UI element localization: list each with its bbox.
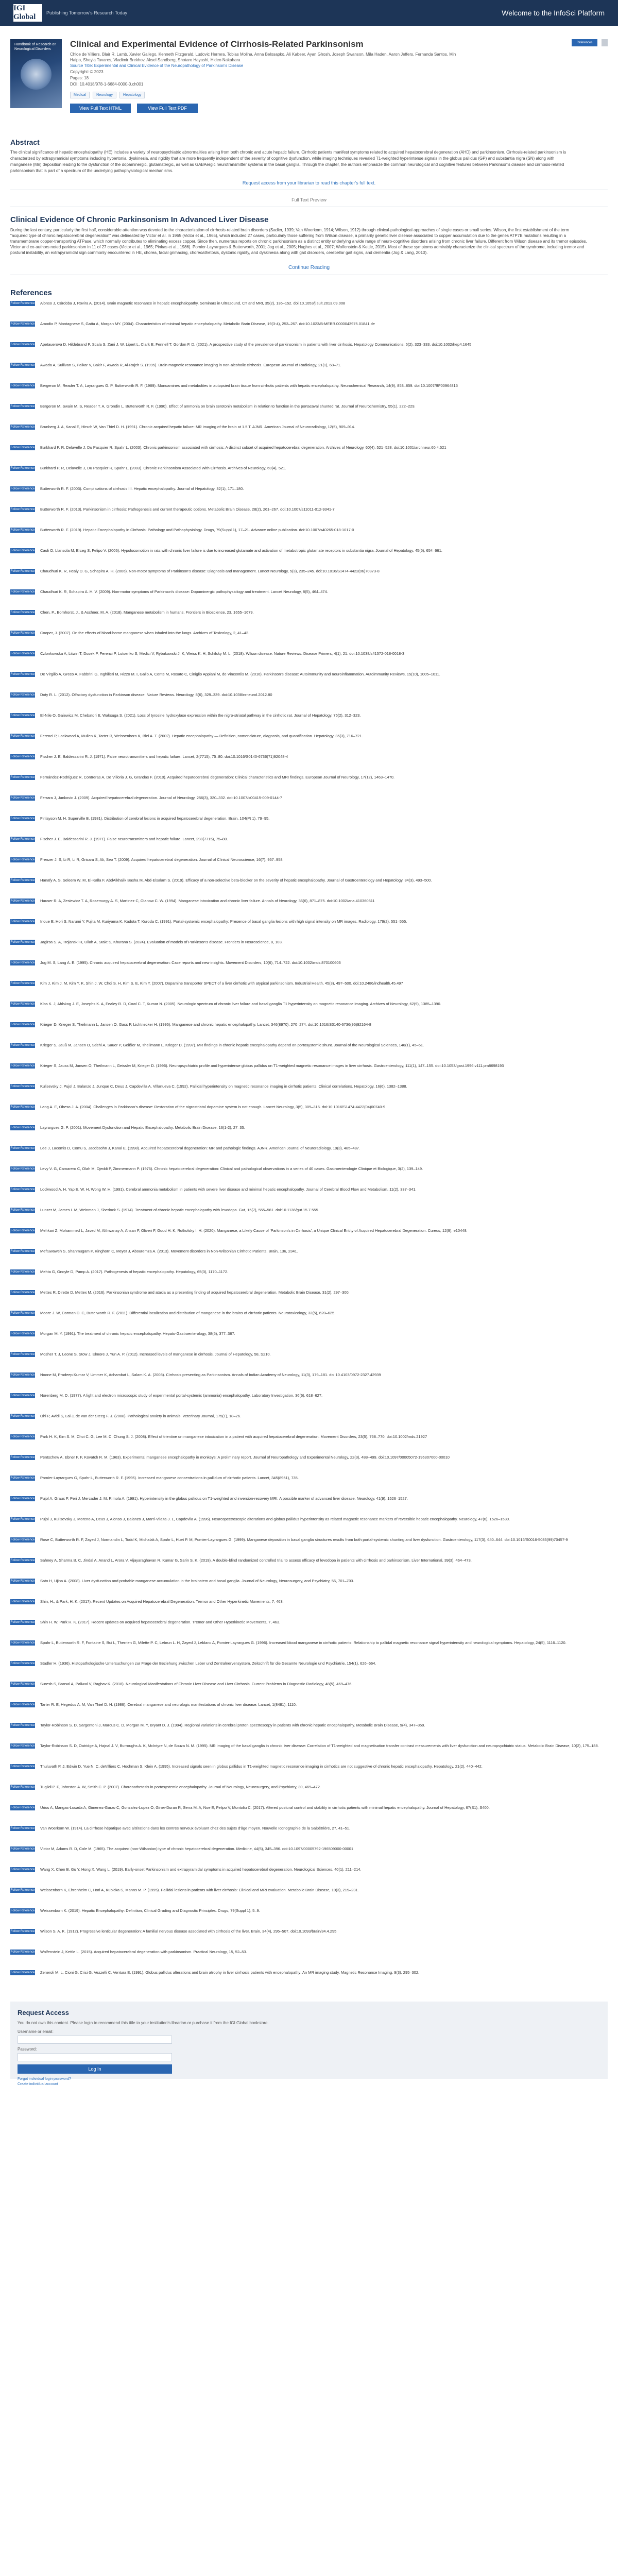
follow-reference-button[interactable]: Follow Reference	[10, 652, 35, 655]
reference-text: Doty R. L. (2012). Olfactory dysfunction in Parkinson disease. Nature Reviews. Neurology, 8(6), 329–339. doi:10.1038/nrneurol.2012.80	[40, 692, 272, 697]
reference-item	[10, 1722, 608, 1743]
reference-text: Hanafy A. S, Seleem W. M, El-Kalla F, AbdAlkhalik Basha M, Abd-Elsalam S. (2019). Efficacy of a non-selective beta-blocker on the severity of hepatic encephalopathy. Journal of Gastroenterology and Hepatology, 34(3), 493–500.	[40, 878, 432, 883]
reference-item	[10, 1454, 608, 1475]
reference-item	[10, 836, 608, 857]
reference-item	[10, 321, 608, 342]
reference-item	[10, 774, 608, 795]
reference-item	[10, 795, 608, 816]
reference-text: Burkhard P. R, Delavelle J, Du Pasquier R, Spahr L. (2003). Chronic parkinsonism associated with cirrhosis: A distinct subset of acquired hepatocerebral degeneration. Archives of Neurology, 60(4), 521–528. doi:10.1001/archneur.60.4.521	[40, 445, 447, 450]
reference-item	[10, 1599, 608, 1619]
reference-item	[10, 1083, 608, 1104]
reference-item	[10, 1681, 608, 1702]
reference-item	[10, 424, 608, 445]
reference-item	[10, 506, 608, 527]
reference-text: Shin, H., & Park, H. K. (2017). Recent Updates on Acquired Hepatocerebral Degeneration. Tremor and Other Hyperkinetic Movements, 7, 463.	[40, 1599, 284, 1604]
follow-reference-button[interactable]: Follow Reference	[10, 1167, 35, 1171]
reference-item	[10, 1042, 608, 1063]
follow-reference-button[interactable]: Follow Reference	[10, 1064, 35, 1067]
reference-text: Park H. K, Kim S. M, Choi C. G, Lee M. C, Chung S. J. (2008). Effect of trientine on manganese intoxication in a patient with acquired hepatocerebral degeneration. Movement Disorders, 23(5), 768–770. doi:10.1002/mds.21927	[40, 1434, 427, 1439]
reference-text: Urios A, Mangas-Losada A, Gimenez-Garzo C, Gonzalez-Lopez O, Giner-Duran R, Serra M. A, Noe E, Felipo V, Montoliu C. (2017). Altered postural control and stability in cirrhotic patients with minimal hepatic encephalopathy. Journal of Hepatology, 67(S1), S400.	[40, 1805, 490, 1810]
reference-text: Spahr L, Butterworth R. F, Fontaine S, Bui L, Therrien G, Milette P. C, Lebrun L. H, Zayed J, Leblanc A, Pomier-Layrargues G. (1996). Increased blood manganese in cirrhotic patients: Relationship to pallidal magnetic resonance signal hyperintensity and neurological symptoms. Hepatology, 24(5), 1116–1120.	[40, 1640, 566, 1645]
reference-item	[10, 548, 608, 568]
reference-item	[10, 342, 608, 362]
follow-reference-button[interactable]: Follow Reference	[10, 343, 35, 346]
reference-text: Mettes R, Dirette D, Mettex M. (2016). Parkinsonian syndrome and ataxia as a presenting finding of acquired hepatocerebral degeneration. Metabolic Brain Disease, 31(2), 297–300.	[40, 1290, 350, 1295]
follow-reference-button[interactable]: Follow Reference	[10, 1003, 35, 1006]
follow-reference-button[interactable]: Follow Reference	[10, 1415, 35, 1418]
reference-item	[10, 403, 608, 424]
reference-item	[10, 1475, 608, 1496]
reference-text: Kulisevsky J, Pujol J, Balanzo J, Junque C, Deus J, Capdevilla A, Villanueva C. (1992). Pallidal hyperintensity on magnetic resonance imaging in cirrhotic patients: Clinical correlations. Hepatology, 16(6), 1382–1388.	[40, 1084, 407, 1089]
references-title: References	[10, 289, 52, 297]
follow-reference-button[interactable]: Follow Reference	[10, 1538, 35, 1541]
reference-text: Tarter R. E, Hegedus A. M, Van Thiel D. H. (1986). Cerebral manganese and neurologic manifestations of chronic liver disease. Lancet, 1(8481), 1110.	[40, 1702, 297, 1707]
follow-reference-button[interactable]: Follow Reference	[10, 405, 35, 408]
reference-item	[10, 568, 608, 589]
reference-item	[10, 362, 608, 383]
reference-item	[10, 898, 608, 919]
reference-item	[10, 1166, 608, 1187]
follow-reference-button[interactable]: Follow Reference	[10, 735, 35, 738]
follow-reference-button[interactable]: Follow Reference	[10, 1085, 35, 1088]
book-info	[70, 39, 608, 132]
reference-text: Sahney A, Sharma B. C, Jindal A, Anand L, Arora V, Vijayaraghavan R, Kumar G, Sarin S. K. (2019). A double-blind randomized controlled trial to assess efficacy of levodopa in patients with cirrhosis and parkinsonism. Liver International, 39(3), 464–473.	[40, 1558, 472, 1563]
follow-reference-button[interactable]: Follow Reference	[10, 961, 35, 964]
source-title-link[interactable]: Source Title: Experimental and Clinical Evidence of the Neuropathology of Parkinson's Disease	[70, 63, 244, 68]
follow-reference-button[interactable]: Follow Reference	[10, 1971, 35, 1974]
follow-reference-button[interactable]: Follow Reference	[10, 1930, 35, 1933]
reference-text: Chaudhuri K. R, Schapira A. H. V. (2009). Non-motor symptoms of Parkinson's disease: Dopaminergic pathophysiology and treatment. Lancet Neurology, 8(5), 464–474.	[40, 589, 328, 594]
reference-text: Krieger S, Jauss M, Jansen O, Theilmann L, Geissler M, Krieger D. (1996). Neuropsychiatric profile and hyperintense globus pallidus on T1-weighted magnetic resonance images in liver cirrhosis. Gastroenterology, 111(1), 147–155. doi:10.1053/gast.1996.v111.pm8698193	[40, 1063, 504, 1068]
tag-item[interactable]: Hepatology	[119, 92, 145, 98]
book-cover[interactable]	[10, 39, 62, 108]
reference-item	[10, 692, 608, 713]
reference-item	[10, 1269, 608, 1290]
reference-item	[10, 1949, 608, 1970]
reference-text: Layrargues G. P. (2001). Movement Dysfunction and Hepatic Encephalopathy. Metabolic Brain Disease, 16(1-2), 27–35.	[40, 1125, 245, 1130]
follow-reference-button[interactable]: Follow Reference	[10, 1621, 35, 1624]
follow-reference-button[interactable]: Follow Reference	[10, 1435, 35, 1438]
follow-reference-button[interactable]: Follow Reference	[10, 1291, 35, 1294]
follow-reference-button[interactable]: Follow Reference	[10, 508, 35, 511]
follow-reference-button[interactable]: Follow Reference	[10, 673, 35, 676]
reference-text: Awada A, Sullivan S, Palkar V, Bakir F, Awada R, Al-Rajeh S. (1995). Brain magnetic resonance imaging in non-alcoholic cirrhosis. European Journal of Radiology, 21(1), 68–71.	[40, 363, 341, 367]
reference-item	[10, 1310, 608, 1331]
follow-reference-button[interactable]: Follow Reference	[10, 590, 35, 594]
follow-reference-button[interactable]: Follow Reference	[10, 446, 35, 449]
reference-item	[10, 1908, 608, 1928]
reference-text: Lee J, Lacomis D, Comu S, Jacobsohn J, Kanal E. (1998). Acquired hepatocerebral degeneration: MR and pathologic findings. AJNR. American Journal of Neuroradiology, 19(3), 485–487.	[40, 1146, 360, 1150]
reference-text: Brunberg J. A, Kanal E, Hirsch W, Van Thiel D. H. (1991). Chronic acquired hepatic failure: MR imaging of the brain at 1.5 T. AJNR. American Journal of Neuroradiology, 12(5), 909–914.	[40, 425, 355, 429]
welcome-text: Welcome to the InfoSci Platform	[502, 9, 605, 17]
follow-reference-button[interactable]: Follow Reference	[10, 817, 35, 820]
cover-art-icon	[21, 59, 52, 90]
reference-item	[10, 1743, 608, 1764]
reference-text: De Virgilio A, Greco A, Fabbrini G, Inghilleri M, Rizzo M. I, Gallo A, Conte M, Rosato C, Ciniglio Appiani M, de Vincentiis M. (2016). Parkinson's disease: Autoimmunity and neuroinflammation. Autoimmunity Reviews, 15(10), 1005–1011.	[40, 672, 440, 676]
reference-item	[10, 1660, 608, 1681]
reference-text: Rose C, Butterworth R. F, Zayed J, Normandin L, Todd K, Michalak A, Spahr L, Huet P. M, Pomier-Layrargues G. (1999). Manganese deposition in basal ganglia structures results from both portal-systemic shunting and liver dysfunction. Gastroenterology, 117(3), 640–644. doi:10.1016/S0016-5085(99)70457-9	[40, 1537, 568, 1542]
follow-reference-button[interactable]: Follow Reference	[10, 858, 35, 861]
view-pdf-button[interactable]: View Full Text PDF	[137, 104, 198, 113]
reference-text: Inoue E, Hori S, Narumi Y, Fujita M, Kuriyama K, Kadota T, Kuroda C. (1991). Portal-systemic encephalopathy: Presence of basal ganglia lesions with high signal intensity on MR images. Radiology, 179(2), 551–555.	[40, 919, 407, 924]
share-icons	[602, 39, 608, 46]
reference-item	[10, 465, 608, 486]
reference-text: Weissenborn K. (2019). Hepatic Encephalopathy: Definition, Clinical Grading and Diagnostic Principles. Drugs, 79(Suppl 1), 5–9.	[40, 1908, 260, 1913]
follow-reference-button[interactable]: Follow Reference	[10, 1703, 35, 1706]
tag-list	[70, 92, 608, 98]
reference-item	[10, 671, 608, 692]
follow-reference-button[interactable]: Follow Reference	[10, 755, 35, 758]
reference-item	[10, 960, 608, 980]
follow-reference-button[interactable]: Follow Reference	[10, 570, 35, 573]
reference-text: Wilson S. A. K. (1912). Progressive lenticular degeneration: A familial nervous disease associated with cirrhosis of the liver. Brain, 34(4), 295–507. doi:10.1093/brain/34.4.295	[40, 1929, 337, 1934]
abstract-title: Abstract	[10, 138, 40, 146]
follow-reference-button[interactable]: Follow Reference	[10, 1559, 35, 1562]
follow-reference-button[interactable]: Follow Reference	[10, 1806, 35, 1809]
cover-title: Handbook of Research on Neurological Disorders	[14, 43, 57, 51]
follow-reference-button[interactable]: Follow Reference	[10, 920, 35, 923]
reference-item	[10, 1557, 608, 1578]
follow-reference-button[interactable]: Follow Reference	[10, 1044, 35, 1047]
reference-text: Jagirsa S. A, Trojanski H, Ullah A, Stakt S, Khurana S. (2024). Evaluation of models of Parkinson's disease. Frontiers in Neuroscience, 8, 103.	[40, 940, 283, 944]
follow-reference-button[interactable]: Follow Reference	[10, 982, 35, 985]
reference-text: Fischer J. E, Baldessarini R. J. (1971). False neurotransmitters and hepatic failure. Lancet, 298(7715), 75–80.	[40, 837, 228, 841]
follow-reference-button[interactable]: Follow Reference	[10, 632, 35, 635]
book-section	[10, 39, 608, 132]
reference-text: Pentschew A, Ebner F. F, Kovatch R. M. (1963). Experimental manganese encephalopathy in monkeys: A preliminary report. Journal of Neuropathology and Experimental Neurology, 22(3), 488–499. doi:10.1097/00005072-196307000-00010	[40, 1455, 450, 1460]
reference-text: Cauli O, Llansola M, Erceg S, Felipo V. (2006). Hypolocomotion in rats with chronic liver failure is due to increased glutamate and activation of metabotropic glutamate receptors in substantia nigra. Journal of Hepatology, 45(5), 654–661.	[40, 548, 442, 553]
doi: DOI: 10.4018/978-1-6684-0000-0.ch001	[70, 82, 144, 87]
follow-reference-button[interactable]: Follow Reference	[10, 1270, 35, 1274]
follow-reference-button[interactable]: Follow Reference	[10, 1023, 35, 1026]
follow-reference-button[interactable]: Follow Reference	[10, 1909, 35, 1912]
chapter-title: Clinical and Experimental Evidence of Cirrhosis-Related Parkinsonism	[70, 39, 364, 49]
reference-text: Czlonkowska A, Litwin T, Dusek P, Ferenci P, Lutsenko S, Medici V, Rybakowski J. K, Weiss K. H, Schilsky M. L. (2018). Wilson disease. Nature Reviews. Disease Primers, 4(1), 21. doi:10.1038/s41572-018-0018-3	[40, 651, 404, 656]
reference-item	[10, 1434, 608, 1454]
password-label: Password:	[18, 2047, 37, 2052]
reference-item	[10, 1928, 608, 1949]
forgot-password-link[interactable]: Forgot individual login password?	[18, 2077, 71, 2081]
reference-item	[10, 939, 608, 960]
reference-text: Ferrara J, Jankovic J. (2009). Acquired hepatocerebral degeneration. Journal of Neurology, 256(3), 320–332. doi:10.1007/s00415-009-0144-7	[40, 795, 282, 800]
reference-text: El-Nile O, Gaiewicz M, Chebatori E, Waksuga S. (2021). Loss of tyrosine hydroxylase expression within the nigro-striatal pathway in the cirrhotic rat. Journal of Hepatology, 75(2), 312–323.	[40, 713, 361, 718]
reference-item	[10, 816, 608, 836]
reference-item	[10, 1393, 608, 1413]
reference-item	[10, 527, 608, 548]
view-buttons	[70, 104, 608, 113]
follow-reference-button[interactable]: Follow Reference	[10, 838, 35, 841]
reference-text: Amodio P, Montagnese S, Gatta A, Morgan MY. (2004). Characteristics of minimal hepatic encephalopathy. Metabolic Brain Disease, 19(3-4), 253–267. doi:10.1023/B:MEBR.0000043975.01841.de	[40, 321, 375, 326]
reference-text: Ohl P, Avidi S, Lai J, de van der Steeg F. J. (2008). Pathological anxiety in animals. Veterinary Journal, 175(1), 18–26.	[40, 1414, 241, 1418]
reference-item	[10, 857, 608, 877]
reference-text: Suresh S, Bansal A, Paliwal V, Raghav K. (2018). Neurological Manifestations of Chronic Liver Disease and Liver Cirrhosis. Current Problems in Diagnostic Radiology, 48(5), 469–476.	[40, 1682, 353, 1686]
reference-text: Wolfenstein J, Kettle L. (2015). Acquired hepatocerebral degeneration with parkinsonism. Practical Neurology, 15, 52–53.	[40, 1950, 247, 1954]
follow-reference-button[interactable]: Follow Reference	[10, 1209, 35, 1212]
follow-reference-button[interactable]: Follow Reference	[10, 1394, 35, 1397]
create-account-link[interactable]: Create individual account	[18, 2082, 58, 2086]
author-list[interactable]: Chloe de Villiers, Blair R. Lamb, Xavier Gallego, Kenneth Fitzgerald, Ludovic Herrera, Tobias Molina, Anna Belosapko, Ali Kabeer, Ayan Ghosh, Joseph Swanson, Mila Haden, Aaron Jeffers, Fernanda Santos, Min Haipo, Sheyla Tavares, Vladimir Brekhov, Aksel Sandberg, Shotaro Hayashi, Hideo Nakahara	[70, 52, 456, 62]
follow-reference-button[interactable]: Follow Reference	[10, 1641, 35, 1645]
reference-item	[10, 1619, 608, 1640]
reference-text: Tuglidi P. F, Johnston A. W, Smith C. P. (2007). Choreoathetosis in portosystemic encephalopathy. Journal of Neurology, Neurosurgery, and Psychiatry, 30, 469–472.	[40, 1785, 321, 1789]
logo-tagline: Publishing Tomorrow's Research Today	[46, 10, 127, 15]
tag-item[interactable]: Medical	[70, 92, 90, 98]
preview-title: Clinical Evidence Of Chronic Parkinsonism In Advanced Liver Disease	[10, 215, 269, 224]
login-button[interactable]: Log In	[18, 2064, 172, 2074]
reference-text: Butterworth R. F. (2013). Parkinsonism in cirrhosis: Pathogenesis and current therapeutic options. Metabolic Brain Disease, 28(2), 261–267. doi:10.1007/s11011-012-9341-7	[40, 507, 335, 512]
follow-reference-button[interactable]: Follow Reference	[10, 1662, 35, 1665]
follow-reference-button[interactable]: Follow Reference	[10, 1332, 35, 1335]
reference-text: Lockwood A. H, Yap E. W. H, Wong W. H. (1991). Cerebral ammonia metabolism in patients with severe liver disease and minimal hepatic encephalopathy. Journal of Cerebral Blood Flow and Metabolism, 11(2), 337–341.	[40, 1187, 417, 1192]
full-text-preview-label: Full Text Preview	[291, 197, 327, 202]
reference-item	[10, 1125, 608, 1145]
reference-text: Butterworth R. F. (2019). Hepatic Encephalopathy in Cirrhosis: Pathology and Pathophysiology. Drugs, 79(Suppl 1), 17–21. Advance online publication. doi:10.1007/s40265-018-1017-0	[40, 528, 354, 532]
follow-reference-button[interactable]: Follow Reference	[10, 1477, 35, 1480]
follow-reference-button[interactable]: Follow Reference	[10, 796, 35, 800]
reference-item	[10, 1228, 608, 1248]
reference-item	[10, 1145, 608, 1166]
tag-item[interactable]: Neurology	[93, 92, 116, 98]
reference-text: Hauser R. A, Zesiewicz T. A, Rosemurgy A. S, Martinez C, Olanow C. W. (1994). Manganese intoxication and chronic liver failure. Annals of Neurology, 36(6), 871–875. doi:10.1002/ana.410360611	[40, 899, 375, 903]
reference-text: Pomier-Layrargues G, Spahr L, Butterworth R. F. (1995). Increased manganese concentrations in pallidum of cirrhotic patients. Lancet, 345(8951), 735.	[40, 1476, 299, 1480]
follow-reference-button[interactable]: Follow Reference	[10, 1497, 35, 1500]
follow-reference-button[interactable]: Follow Reference	[10, 549, 35, 552]
follow-reference-button[interactable]: Follow Reference	[10, 1229, 35, 1232]
reference-list	[10, 300, 608, 1990]
reference-text: Jog M. S, Lang A. E. (1995). Chronic acquired hepatocerebral degeneration: Case reports and new insights. Movement Disorders, 10(6), 714–722. doi:10.1002/mds.870100603	[40, 960, 341, 965]
reference-item	[10, 1846, 608, 1867]
reference-text: Wang X, Chen B, Gu Y, Hong X, Wang L. (2019). Early-onset Parkinsonism and extrapyramidal symptoms in acquired hepatocerebral degeneration. Neurological Sciences, 40(1), 211–214.	[40, 1867, 362, 1872]
reference-text: Pujol A, Graus F, Peri J, Mercader J. M, Rimola A. (1991). Hyperintensity in the globus pallidus on T1-weighted and inversion-recovery MRI: A possible marker of advanced liver disease. Neurology, 41(9), 1526–1527.	[40, 1496, 408, 1501]
reference-item	[10, 1290, 608, 1310]
reference-item	[10, 1887, 608, 1908]
follow-reference-button[interactable]: Follow Reference	[10, 1724, 35, 1727]
reference-text: Kim J, Kim J. M, Kim Y. K, Shin J. W, Choi S. H, Kim S. E, Kim Y. (2007). Dopamine transporter SPECT of a liver cirrhotic with atypical parkinsonism. Industrial Health, 45(3), 497–500. doi:10.2486/indhealth.45.497	[40, 981, 403, 986]
follow-reference-button[interactable]: Follow Reference	[10, 1147, 35, 1150]
source-title	[70, 63, 608, 69]
follow-reference-button[interactable]: Follow Reference	[10, 1106, 35, 1109]
logo[interactable]	[13, 4, 127, 22]
follow-reference-button[interactable]: Follow Reference	[10, 487, 35, 490]
follow-reference-button[interactable]: Follow Reference	[10, 364, 35, 367]
reference-item	[10, 980, 608, 1001]
reference-text: Chen, P., Bornhorst, J., & Aschner, M. A. (2018). Manganese metabolism in humans. Frontiers in Bioscience, 23, 1655–1679.	[40, 610, 254, 615]
username-label: Username or email:	[18, 2029, 54, 2034]
follow-reference-button[interactable]: Follow Reference	[10, 1312, 35, 1315]
reference-text: Ferenci P, Lockwood A, Mullen K, Tarter R, Weissenborn K, Blei A. T. (2002). Hepatic encephalopathy — Definition, nomenclature, diagnosis, and quantification. Hepatology, 35(3), 716–721.	[40, 734, 363, 738]
reference-text: Van Woerkom W. (1914). La cirrhose hépatique avec altérations dans les centres nerveux évoluant chez des sujets d'âge moyen. Nouvelle Iconographie de la Salpêtrière, 27, 41–51.	[40, 1826, 350, 1831]
reference-text: Zeneroli M. L, Cioni G, Crisi G, Vezzelli C, Ventura E. (1991). Globus pallidus alterations and brain atrophy in liver cirrhosis patients with encephalopathy: An MR imaging study. Magnetic Resonance Imaging, 9(3), 295–302.	[40, 1970, 420, 1975]
reference-text: Alonso J, Córdoba J, Rovira A. (2014). Brain magnetic resonance in hepatic encephalopathy. Seminars in Ultrasound, CT and MRI, 35(2), 136–152. doi:10.1053/j.sult.2013.09.008	[40, 301, 346, 306]
reference-text: Levy V. G, Camarero C, Olah M, Djeddi P, Zimmermann P. (1976). Chronic hepatocerebral degeneration: Clinical and pathological observations in a series of 40 cases. Gastroenterologie Clinique et Biologique, 3(2), 139–149.	[40, 1166, 423, 1171]
reference-text: Butterworth R. F. (2003). Complications of cirrhosis III. Hepatic encephalopathy. Journal of Hepatology, 32(1), 171–180.	[40, 486, 244, 491]
request-title: Request Access	[18, 2009, 69, 2016]
reference-text: Burkhard P. R, Delavelle J, Du Pasquier R, Spahr L. (2003). Chronic Parkinsonism Associated With Cirrhosis. Archives of Neurology, 60(4), 521.	[40, 466, 286, 470]
reference-item	[10, 383, 608, 403]
site-header	[0, 0, 618, 26]
reference-text: Lunzer M, James I. M, Weinman J, Sherlock S. (1974). Treatment of chronic hepatic encephalopathy with levodopa. Gut, 15(7), 555–561. doi:10.1136/gut.15.7.555	[40, 1208, 318, 1212]
preview-text: During the last century, particularly the first half, considerable attention was devoted to the characterization of cirrhosis-related brain disorders (Sadler, 1939; Van Woerkom, 1914; Wilson, 1912) through clinical-pathological approaches of single cases or small series. Wilson, the first establishment of the term "acquired type of chronic hepatocerebral degeneration" was delineated by Victor et al. in 1965 (Victor et al., 1965), which included 27 cases, particularly those suffering from Wilson disease, a primarily genetic liver disease associated to copper accumulation due to the genes ATP7B mutations resulting in a transmembrane copper-transporting ATPase, which normally contributes to eliminating excess copper. Since then, numerous reports on chronic parkinsonism as a distinct entity underlying a wide range of neuro-cognitive disorders arising from chronic liver failure. Different from Wilson disease and its tremor episodes, Victor and co-authors noted parkinsonism in 11 of 27 cases (Victor et al., 1965; Pinkas et al., 1986). Pomier-Layrargues & Butterworth, 2001; Jog et al., 2005; Hughes et al., 2007; Wolfenstein & Kettle, 2015). Most of these symptoms admirably characterize the clinical spectrum of the syndrome, including tremor and postural instability, an extrapyramidal sign commonly encountered in HE, chorea, facial grimacing, choreoathetosis, dystonic rigidity, and dyskinesia along with gait disorders, cerebellar gait signs, and dementia (Jog & Lang, 2010).	[10, 228, 587, 255]
reference-item	[10, 1578, 608, 1599]
reference-text: Weissenborn K, Ehrenheim C, Hori A, Kubicka S, Manns M. P. (1995). Pallidal lesions in patients with liver cirrhosis: Clinical and MRI evaluation. Metabolic Brain Disease, 10(3), 219–231.	[40, 1888, 359, 1892]
follow-reference-button[interactable]: Follow Reference	[10, 611, 35, 614]
reference-text: Mehta G, Gnoyle D, Pamp A. (2017). Pathogenesis of hepatic encephalopathy. Hepatology, 65(3), 1170–1172.	[40, 1269, 229, 1274]
references-button[interactable]: References	[572, 39, 597, 46]
request-access-notice[interactable]: Request access from your librarian to read this chapter's full text.	[242, 180, 376, 185]
reference-text: Shin H. W, Park H. K. (2017). Recent updates on acquired hepatocerebral degeneration. Tremor and Other Hyperkinetic Movements, 7, 463.	[40, 1620, 281, 1624]
request-access-box	[10, 2002, 608, 2086]
reference-item	[10, 1764, 608, 1784]
reference-item	[10, 300, 608, 321]
reference-text: Lang A. E, Obeso J. A. (2004). Challenges in Parkinson's disease: Restoration of the nigrostriatal dopamine system is not enough. Lancet Neurology, 3(5), 309–316. doi:10.1016/S1474-4422(04)00740-9	[40, 1105, 386, 1109]
share-icon[interactable]	[602, 39, 608, 46]
reference-text: Mosher T. J, Leone S, Stow J, Elmore J, Yun A. P. (2012). Increased levels of manganese in cirrhosis. Journal of Hepatology, 58, S210.	[40, 1352, 271, 1357]
username-input[interactable]	[18, 2036, 172, 2044]
reference-text: Taylor-Robinson S. D, Oatridge A, Hajnal J. V, Burroughs A. K, McIntyre N, de Souza N. M. (1995). MR imaging of the basal ganglia in chronic liver disease: Correlation of T1-weighted and magnetisation transfer contrast measurements with liver dysfunction and neuropsychiatric status. Metabolic Brain Disease, 10(2), 175–188.	[40, 1743, 599, 1748]
follow-reference-button[interactable]: Follow Reference	[10, 693, 35, 697]
reference-item	[10, 630, 608, 651]
follow-reference-button[interactable]: Follow Reference	[10, 879, 35, 882]
reference-text: Thuluvath P. J, Edwin D, Yue N. C, deVilliers C, Hochman S, Klein A. (1995). Increased signals seen in globus pallidus in T1-weighted magnetic resonance imaging in cirrhotics are not suggestive of chronic hepatic encephalopathy. Hepatology, 21(2), 440–442.	[40, 1764, 483, 1769]
follow-reference-button[interactable]: Follow Reference	[10, 1126, 35, 1129]
reference-item	[10, 1207, 608, 1228]
reference-item	[10, 1413, 608, 1434]
reference-item	[10, 1496, 608, 1516]
reference-text: Krieger S, Jauß M, Jansen O, Stiehl A, Sauer P, Geißler M, Theilmann L, Krieger D. (1997). MR findings in chronic hepatic encephalopathy depend on portosystemic shunt. Journal of the Neurological Sciences, 146(1), 45–51.	[40, 1043, 424, 1047]
reference-text: Moore J. W, Dorman D. C, Butterworth R. F. (2011). Differential localization and distribution of manganese in the brains of cirrhotic patients. Neurotoxicology, 32(5), 620–625.	[40, 1311, 336, 1315]
reference-text: Norenberg M. D. (1977). A light and electron microscopic study of experimental portal-systemic (ammonia) encephalopathy. Laboratory Investigation, 36(6), 618–627.	[40, 1393, 323, 1398]
follow-reference-button[interactable]: Follow Reference	[10, 1580, 35, 1583]
reference-item	[10, 1970, 608, 1990]
follow-reference-button[interactable]: Follow Reference	[10, 1683, 35, 1686]
reference-item	[10, 486, 608, 506]
reference-text: Sato H, Ujina A. (2008). Liver dysfunction and probable manganese accumulation in the brainstem and basal ganglia. Journal of Neurology, Neurosurgery, and Psychiatry, 56, 701–703.	[40, 1579, 354, 1583]
request-description: You do not own this content. Please login to recommend this title to your institution's librarian or purchase it from the IGI Global bookstore.	[18, 2021, 269, 2025]
reference-item	[10, 1187, 608, 1207]
reference-item	[10, 445, 608, 465]
reference-text: Bergeron M, Swain M. S, Reader T. A, Grondin L, Butterworth R. F. (1990). Effect of ammonia on brain serotonin metabolism in relation to function in the portacaval shunted rat. Journal of Neurochemistry, 55(1), 222–229.	[40, 404, 416, 409]
reference-text: Taylor-Robinson S. D, Sargentoni J, Marcus C. D, Morgan M. Y, Bryant D. J. (1994). Regional variations in cerebral proton spectroscopy in patients with chronic hepatic encephalopathy. Metabolic Brain Disease, 9(4), 347–359.	[40, 1723, 425, 1727]
follow-reference-button[interactable]: Follow Reference	[10, 1518, 35, 1521]
reference-text: Morgan M. Y. (1991). The treatment of chronic hepatic encephalopathy. Hepato-Gastroenterology, 38(5), 377–387.	[40, 1331, 235, 1336]
reference-item	[10, 1825, 608, 1846]
logo-mark: IGI Global	[13, 4, 42, 22]
follow-reference-button[interactable]: Follow Reference	[10, 426, 35, 429]
main-content	[10, 26, 608, 2086]
reference-item	[10, 1516, 608, 1537]
reference-item	[10, 1702, 608, 1722]
password-input[interactable]	[18, 2053, 172, 2061]
pages: Pages: 18	[70, 76, 89, 80]
follow-reference-button[interactable]: Follow Reference	[10, 302, 35, 305]
follow-reference-button[interactable]: Follow Reference	[10, 1188, 35, 1191]
reference-text: Klos K. J, Ahlskog J. E, Josephs K. A, Fealey R. D, Cowl C. T, Kumar N. (2005). Neurologic spectrum of chronic liver failure and basal ganglia T1 hyperintensity on magnetic resonance imaging. Archives of Neurology, 62(9), 1385–1390.	[40, 1002, 441, 1006]
follow-reference-button[interactable]: Follow Reference	[10, 1600, 35, 1603]
reference-text: Chaudhuri K. R, Healy D. G, Schapira A. H. (2006). Non-motor symptoms of Parkinson's disease: Diagnosis and management. Lancet Neurology, 5(3), 235–245. doi:10.1016/S1474-4422(06)70373-8	[40, 569, 380, 573]
reference-item	[10, 1640, 608, 1660]
reference-text: Victor M, Adams R. D, Cole M. (1965). The acquired (non-Wilsonian) type of chronic hepatocerebral degeneration. Medicine, 44(5), 345–396. doi:10.1097/00005792-196509000-00001	[40, 1846, 354, 1851]
reference-text: Meftuwaweh S, Shanmugam P, Kinghorn C, Meyer J, Abouremza A. (2013). Movement disorders in Non-Wilsonian Cirrhotic Patients. Brain, 136, 2341.	[40, 1249, 298, 1253]
follow-reference-button[interactable]: Follow Reference	[10, 323, 35, 326]
follow-reference-button[interactable]: Follow Reference	[10, 1827, 35, 1830]
reference-item	[10, 1063, 608, 1083]
reference-item	[10, 589, 608, 609]
follow-reference-button[interactable]: Follow Reference	[10, 776, 35, 779]
follow-reference-button[interactable]: Follow Reference	[10, 467, 35, 470]
follow-reference-button[interactable]: Follow Reference	[10, 1456, 35, 1459]
reference-item	[10, 1372, 608, 1393]
reference-text: Cooper, J. (2007). On the effects of blood-borne manganese when inhaled into the lungs. Archives of Toxicology, 2, 41–42.	[40, 631, 250, 635]
follow-reference-button[interactable]: Follow Reference	[10, 1848, 35, 1851]
reference-text: Mehkari Z, Mohammed L, Javed M, Althwanay A, Ahsan F, Oliveri F, Goud H. K, Rutkofsky I. H. (2020). Manganese, a Likely Cause of 'Parkinson's in Cirrhosis', a Unique Clinical Entity of Acquired Hepatocerebral Degeneration. Cureus, 12(9), e10448.	[40, 1228, 468, 1233]
follow-reference-button[interactable]: Follow Reference	[10, 1744, 35, 1748]
reference-item	[10, 1351, 608, 1372]
follow-reference-button[interactable]: Follow Reference	[10, 1353, 35, 1356]
reference-text: Fernández-Rodríguez R, Contreras A, De Villoria J. G, Grandas F. (2010). Acquired hepatocerebral degeneration: Clinical characteristics and MRI findings. European Journal of Neurology, 17(12), 1463–1470.	[40, 775, 395, 779]
reference-text: Stadler H. (1936). Histopathologische Untersuchungen zur Frage der Beziehung zwischen Leber und Zentralnervensystem. Zeitschrift für die Gesamte Neurologie und Psychiatrie, 154(1), 626–664.	[40, 1661, 376, 1666]
reference-text: Bergeron M, Reader T. A, Layrargues G. P, Butterworth R. F. (1989). Monoamines and metabolites in autopsied brain tissue from cirrhotic patients with hepatic encephalopathy. Neurochemical Research, 14(9), 853–859. doi:10.1007/BF00964815	[40, 383, 458, 388]
reference-text: Finlayson M. H, Superville B. (1981). Distribution of cerebral lesions in acquired hepatocerebral degeneration. Brain, 104(Pt 1), 79–95.	[40, 816, 270, 821]
follow-reference-button[interactable]: Follow Reference	[10, 529, 35, 532]
follow-reference-button[interactable]: Follow Reference	[10, 1889, 35, 1892]
reference-item	[10, 713, 608, 733]
follow-reference-button[interactable]: Follow Reference	[10, 1374, 35, 1377]
follow-reference-button[interactable]: Follow Reference	[10, 1951, 35, 1954]
reference-text: Frenzer J. S, Li R, Li R, Grisaru S, Ali, Seo T. (2009). Acquired hepatocerebral degeneration. Journal of Clinical Neuroscience, 16(7), 957–958.	[40, 857, 284, 862]
follow-reference-button[interactable]: Follow Reference	[10, 1868, 35, 1871]
follow-reference-button[interactable]: Follow Reference	[10, 1765, 35, 1768]
reference-item	[10, 1022, 608, 1042]
reference-text: Pujol J, Kulisevsky J, Moreno A, Deus J, Alonso J, Balanzo J, Martí-Vilalta J. L, Capdevila A. (1996). Neurospectroscopic alterations and globus pallidus hyperintensity as related magnetic resonance markers of reversible hepatic encephalopathy. Neurology, 47(6), 1526–1530.	[40, 1517, 510, 1521]
follow-reference-button[interactable]: Follow Reference	[10, 941, 35, 944]
reference-text: Noone M, Pradeep Kumar V, Ummer K, Achambat L, Salam K. A. (2008). Cirrhosis presenting as Parkinsonism. Annals of Indian Academy of Neurology, 11(3), 179–181. doi:10.4103/0972-2327.42939	[40, 1372, 381, 1377]
reference-item	[10, 1805, 608, 1825]
reference-item	[10, 919, 608, 939]
reference-item	[10, 1248, 608, 1269]
reference-item	[10, 1001, 608, 1022]
reference-item	[10, 877, 608, 898]
follow-reference-button[interactable]: Follow Reference	[10, 384, 35, 387]
copyright: Copyright: © 2023	[70, 70, 104, 74]
reference-item	[10, 1537, 608, 1557]
follow-reference-button[interactable]: Follow Reference	[10, 1250, 35, 1253]
reference-text: Krieger D, Krieger S, Theilmann L, Jansen O, Gass P, Lichtnecker H. (1995). Manganese and chronic hepatic encephalopathy. Lancet, 346(8970), 270–274. doi:10.1016/S0140-6736(95)92164-8	[40, 1022, 371, 1027]
reference-item	[10, 651, 608, 671]
reference-item	[10, 754, 608, 774]
reference-text: Apetauerova D, Hildebrand P, Scala S, Zani J. W, Lipert L, Clark E, Fennell T, Gordon F. D. (2021). A prospective study of the prevalence of parkinsonism in patients with liver cirrhosis. Hepatology Communications, 5(2), 323–333. doi:10.1002/hep4.1645	[40, 342, 472, 347]
view-html-button[interactable]: View Full Text HTML	[70, 104, 131, 113]
reference-item	[10, 733, 608, 754]
follow-reference-button[interactable]: Follow Reference	[10, 714, 35, 717]
reference-text: Fischer J. E, Baldessarini R. J. (1971). False neurotransmitters and hepatic failure. Lancet, 2(7715), 75–80. doi:10.1016/S0140-6736(71)92048-4	[40, 754, 288, 759]
reference-item	[10, 1104, 608, 1125]
follow-reference-button[interactable]: Follow Reference	[10, 900, 35, 903]
reference-item	[10, 1784, 608, 1805]
continue-reading-link[interactable]: Continue Reading	[288, 265, 330, 270]
reference-item	[10, 1331, 608, 1351]
follow-reference-button[interactable]: Follow Reference	[10, 1786, 35, 1789]
reference-item	[10, 609, 608, 630]
reference-item	[10, 1867, 608, 1887]
abstract-text: The clinical significance of hepatic encephalopathy (HE) includes a variety of neuropsychiatric abnormalities arising from both chronic and acute hepatic failure. Cirrhotic patients manifest symptoms related to acquired hepatocerebral degeneration (AHD) and parkinsonism. Cirrhosis-related parkinsonism is characterized by extrapyramidal symptoms including hypertonia, dyskinesia, and rigidity that are more frequently independent of the severity of cognitive dysfunction, while imaging techniques revealed T1-weighted hyperintense signals in the globus pallidus (GP) and substantia nigra (SN) along with manganese (Mn) deposition leading to the dysfunction of the dopaminergic, glutamatergic, as well as GABAergic neurotransmitter systems in the basal ganglia. Through the chapter, the authors emphasize the common neurological and cognitive features between Parkinson's disease and cirrhosis-related parkinsonism that is part of a spectrum of the underlying pathophysiological mechanisms.	[10, 150, 566, 173]
